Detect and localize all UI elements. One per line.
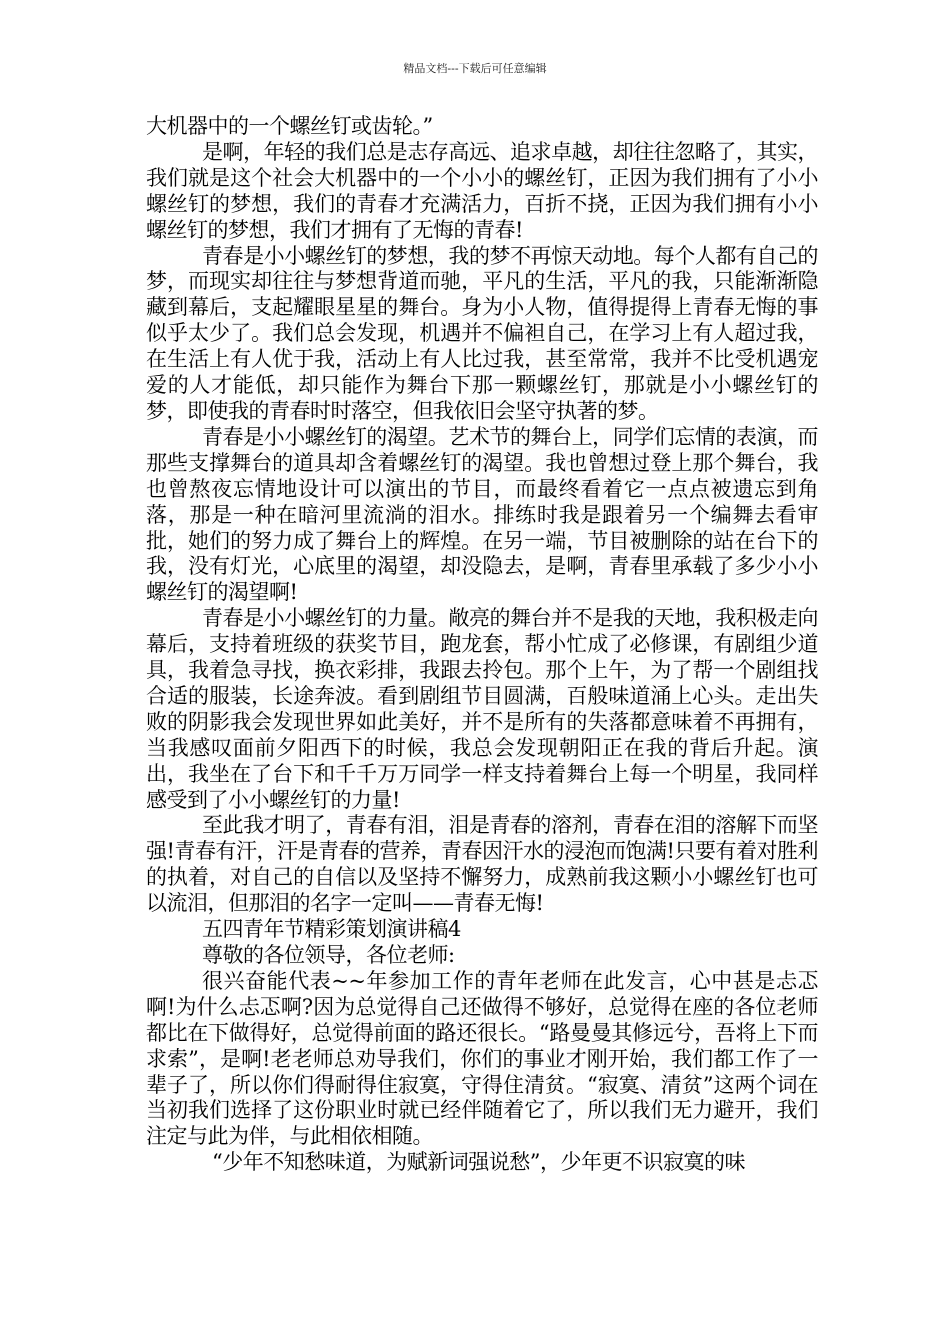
paragraph-screw-power: 青春是小小螺丝钉的力量。敞亮的舞台并不是我的天地，我积极走向幕后，支持着班级的获奖节目，跑龙套，帮小忙成了必修课，有剧组少道具，我着急寻找，换衣彩排，我跟去拎包。那个上午，为了帮一个剧组找合适的服装，长途奔波。看到剧组节目圆满，百般味道涌上心头。走出失败的阴影我会发现世界如此美好，并不是所有的失落都意味着不再拥有，当我感叹面前夕阳西下的时候，我总会发现朝阳正在我的背后升起。演出，我坐在了台下和千千万万同学一样支持着舞台上每一个明星，我同样感受到了小小螺丝钉的力量! [146, 606, 818, 812]
paragraph-quote-start: “少年不知愁味道，为赋新词强说愁”，少年更不识寂寞的味 [212, 1150, 745, 1175]
page-header: 精品文档---下载后可任意编辑 [403, 62, 547, 75]
paragraph-continuation: 大机器中的一个螺丝钉或齿轮。” [146, 114, 433, 138]
paragraph-conclusion: 至此我才明了，青春有泪，泪是青春的溶剂，青春在泪的溶解下而坚强!青春有汗，汗是青春的营养，青春因汗水的浸泡而饱满!只要有着对胜利的执着，对自己的自信以及坚持不懈努力，成熟前我这颗小小螺丝钉也可以流泪，但那泪的名字一定叫——青春无悔! [146, 813, 818, 916]
paragraph-screw-longing: 青春是小小螺丝钉的渴望。艺术节的舞台上，同学们忘情的表演，而那些支撑舞台的道具却含着螺丝钉的渴望。我也曾想过登上那个舞台，我也曾熬夜忘情地设计可以演出的节目，而最终看着它一点点被遗忘到角落，那是一种在暗河里流淌的泪水。排练时我是跟着另一个编舞去看审批，她们的努力成了舞台上的辉煌。在另一端，节目被删除的站在台下的我，没有灯光，心底里的渴望，却没隐去，是啊，青春里承载了多少小小螺丝钉的渴望啊! [146, 424, 818, 605]
document-body [146, 114, 818, 1176]
speech-salutation: 尊敬的各位领导，各位老师: [202, 943, 455, 967]
paragraph-youth-ambition: 是啊，年轻的我们总是志存高远、追求卓越，却往往忽略了，其实，我们就是这个社会大机器中的一个小小的螺丝钉，正因为我们拥有了小小螺丝钉的梦想，我们的青春才充满活力，百折不挠，正因为我们拥有小小螺丝钉的梦想，我们才拥有了无悔的青春! [146, 139, 818, 242]
section-title-speech-4: 五四青年节精彩策划演讲稿4 [202, 917, 461, 942]
paragraph-screw-dream: 青春是小小螺丝钉的梦想，我的梦不再惊天动地。每个人都有自己的梦，而现实却往往与梦想背道而驰，平凡的生活，平凡的我，只能渐渐隐藏到幕后，支起耀眼星星的舞台。身为小人物，值得提得上青春无悔的事似乎太少了。我们总会发现，机遇并不偏袒自己，在学习上有人超过我，在生活上有人优于我，活动上有人比过我，甚至常常，我并不比受机遇宠爱的人才能低，却只能作为舞台下那一颗螺丝钉，那就是小小螺丝钉的梦，即使我的青春时时落空，但我依旧会坚守执著的梦。 [146, 243, 818, 423]
paragraph-speech-intro: 很兴奋能代表~~年参加工作的青年老师在此发言，心中甚是忐忑啊!为什么忐忑啊?因为总觉得自己还做得不够好，总觉得在座的各位老师都比在下做得好，总觉得前面的路还很长。“路曼曼其修远兮，吾将上下而求索”，是啊!老老师总劝导我们，你们的事业才刚开始，我们都工作了一辈子了，所以你们得耐得住寂寞，守得住清贫。“寂寞、清贫”这两个词在当初我们选择了这份职业时就已经伴随着它了，所以我们无力避开，我们注定与此为伴，与此相依相随。 [146, 968, 818, 1149]
